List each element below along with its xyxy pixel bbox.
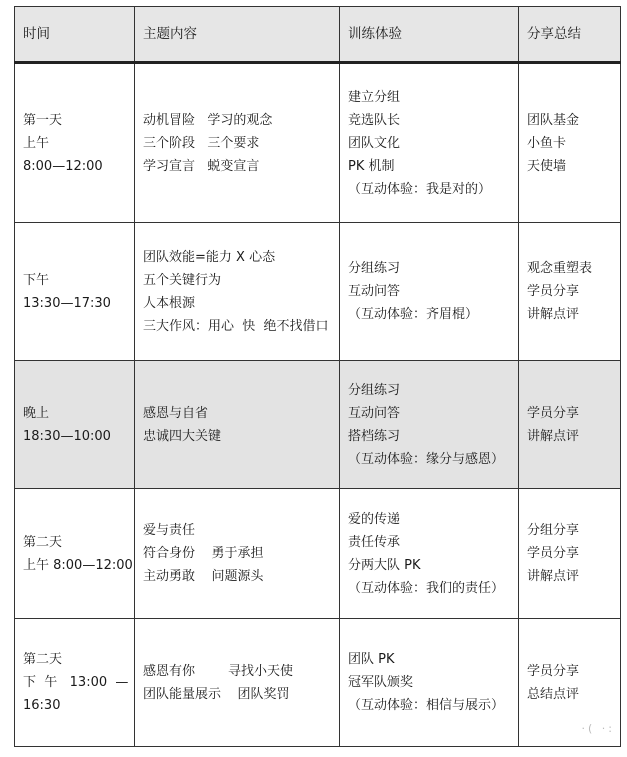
cell-topic xyxy=(135,619,340,747)
cell-time-line: 第二天 xyxy=(23,534,63,550)
cell-summary xyxy=(519,489,621,619)
cell-training xyxy=(340,361,519,489)
cell-topic-line: 忠诚四大关键 xyxy=(143,428,222,444)
watermark-mark: ·( ·: xyxy=(581,722,615,735)
cell-topic xyxy=(135,223,340,361)
cell-training xyxy=(340,223,519,361)
cell-summary-line: 观念重塑表 xyxy=(527,261,593,276)
cell-time-line: 下午 xyxy=(23,272,50,288)
cell-time-line: 第一天 xyxy=(23,112,63,128)
cell-time-line: 16:30 xyxy=(23,698,61,713)
cell-topic xyxy=(135,361,340,489)
cell-time-line: 晚上 xyxy=(23,405,50,421)
cell-topic-line: 人本根源 xyxy=(143,295,196,311)
cell-time-line: 第二天 xyxy=(23,652,63,667)
cell-summary-line: 总结点评 xyxy=(527,686,580,702)
cell-time-line: 上午 8:00—12:00 xyxy=(23,557,133,573)
cell-training-line: （互动体验：相信与展示） xyxy=(348,698,505,713)
cell-time xyxy=(15,223,135,361)
cell-summary-line: 学员分享 xyxy=(527,284,580,299)
cell-time-line: 上午 xyxy=(23,135,50,151)
cell-topic-line: 主动勇敢 问题源头 xyxy=(143,569,264,584)
cell-training xyxy=(340,63,519,223)
cell-topic-line: 感恩与自省 xyxy=(143,405,209,421)
cell-summary-line: 讲解点评 xyxy=(527,569,580,584)
table-row xyxy=(15,361,621,489)
cell-summary-line: 学员分享 xyxy=(527,546,580,561)
cell-training xyxy=(340,489,519,619)
cell-summary xyxy=(519,361,621,489)
cell-time-line: 13:30—17:30 xyxy=(23,295,111,311)
cell-summary-line: 团队基金 xyxy=(527,112,580,128)
cell-training-line: （互动体验：齐眉棍） xyxy=(348,307,479,322)
table-row xyxy=(15,619,621,747)
cell-training-line: 冠军队颁奖 xyxy=(348,675,414,690)
cell-training-line: 互动问答 xyxy=(348,284,401,299)
cell-training-line: （互动体验：缘分与感恩） xyxy=(348,451,505,467)
header-topic: 主题内容 xyxy=(135,7,340,63)
cell-training-line: 互动问答 xyxy=(348,405,401,421)
header-training: 训练体验 xyxy=(340,7,519,63)
header-summary: 分享总结 xyxy=(519,7,621,63)
cell-topic xyxy=(135,63,340,223)
cell-time-line: 下 午 13:00 — xyxy=(23,675,129,690)
cell-summary-line: 讲解点评 xyxy=(527,307,580,322)
header-time: 时间 xyxy=(15,7,135,63)
cell-topic-line: 三大作风：用心 快 绝不找借口 xyxy=(143,318,329,334)
cell-training-line: PK 机制 xyxy=(348,158,395,174)
cell-time xyxy=(15,361,135,489)
cell-training-line: 搭档练习 xyxy=(348,428,401,444)
cell-training xyxy=(340,619,519,747)
cell-time-line: 18:30—10:00 xyxy=(23,428,111,444)
cell-summary-line: 天使墙 xyxy=(527,158,567,174)
cell-topic-line: 感恩有你 寻找小天使 xyxy=(143,663,294,679)
cell-training-line: 责任传承 xyxy=(348,534,401,550)
table-row xyxy=(15,489,621,619)
cell-topic-line: 爱与责任 xyxy=(143,523,196,538)
cell-training-line: 分组练习 xyxy=(348,261,401,276)
cell-training-line: （互动体验：我们的责任） xyxy=(348,580,505,596)
cell-topic-line: 动机冒险 学习的观念 xyxy=(143,112,273,128)
cell-topic-line: 符合身份 勇于承担 xyxy=(143,546,264,561)
cell-training-line: 团队文化 xyxy=(348,135,401,151)
cell-summary-line: 学员分享 xyxy=(527,663,580,679)
cell-topic-line: 五个关键行为 xyxy=(143,272,222,288)
cell-time-line: 8:00—12:00 xyxy=(23,158,103,174)
cell-topic-line: 学习宣言 蜕变宣言 xyxy=(143,158,260,174)
cell-summary-line: 分组分享 xyxy=(527,523,580,538)
cell-topic-line: 团队能量展示 团队奖罚 xyxy=(143,686,290,702)
table-row xyxy=(15,63,621,223)
cell-training-line: 团队 PK xyxy=(348,652,395,667)
cell-training-line: 建立分组 xyxy=(348,89,401,105)
cell-training-line: 分组练习 xyxy=(348,382,401,398)
schedule-table xyxy=(14,6,621,747)
cell-summary xyxy=(519,63,621,223)
cell-topic xyxy=(135,489,340,619)
table-row xyxy=(15,223,621,361)
cell-topic-line: 三个阶段 三个要求 xyxy=(143,135,260,151)
cell-summary-line: 学员分享 xyxy=(527,405,580,421)
cell-time xyxy=(15,489,135,619)
cell-training-line: 分两大队 PK xyxy=(348,557,421,573)
cell-summary-line: 讲解点评 xyxy=(527,428,580,444)
cell-time xyxy=(15,619,135,747)
cell-summary-line: 小鱼卡 xyxy=(527,135,567,151)
cell-training-line: 竞选队长 xyxy=(348,112,401,128)
header-row xyxy=(15,7,621,63)
cell-topic-line: 团队效能=能力 X 心态 xyxy=(143,249,276,265)
cell-training-line: 爱的传递 xyxy=(348,511,401,527)
cell-summary xyxy=(519,223,621,361)
cell-training-line: （互动体验：我是对的） xyxy=(348,181,492,197)
cell-time xyxy=(15,63,135,223)
